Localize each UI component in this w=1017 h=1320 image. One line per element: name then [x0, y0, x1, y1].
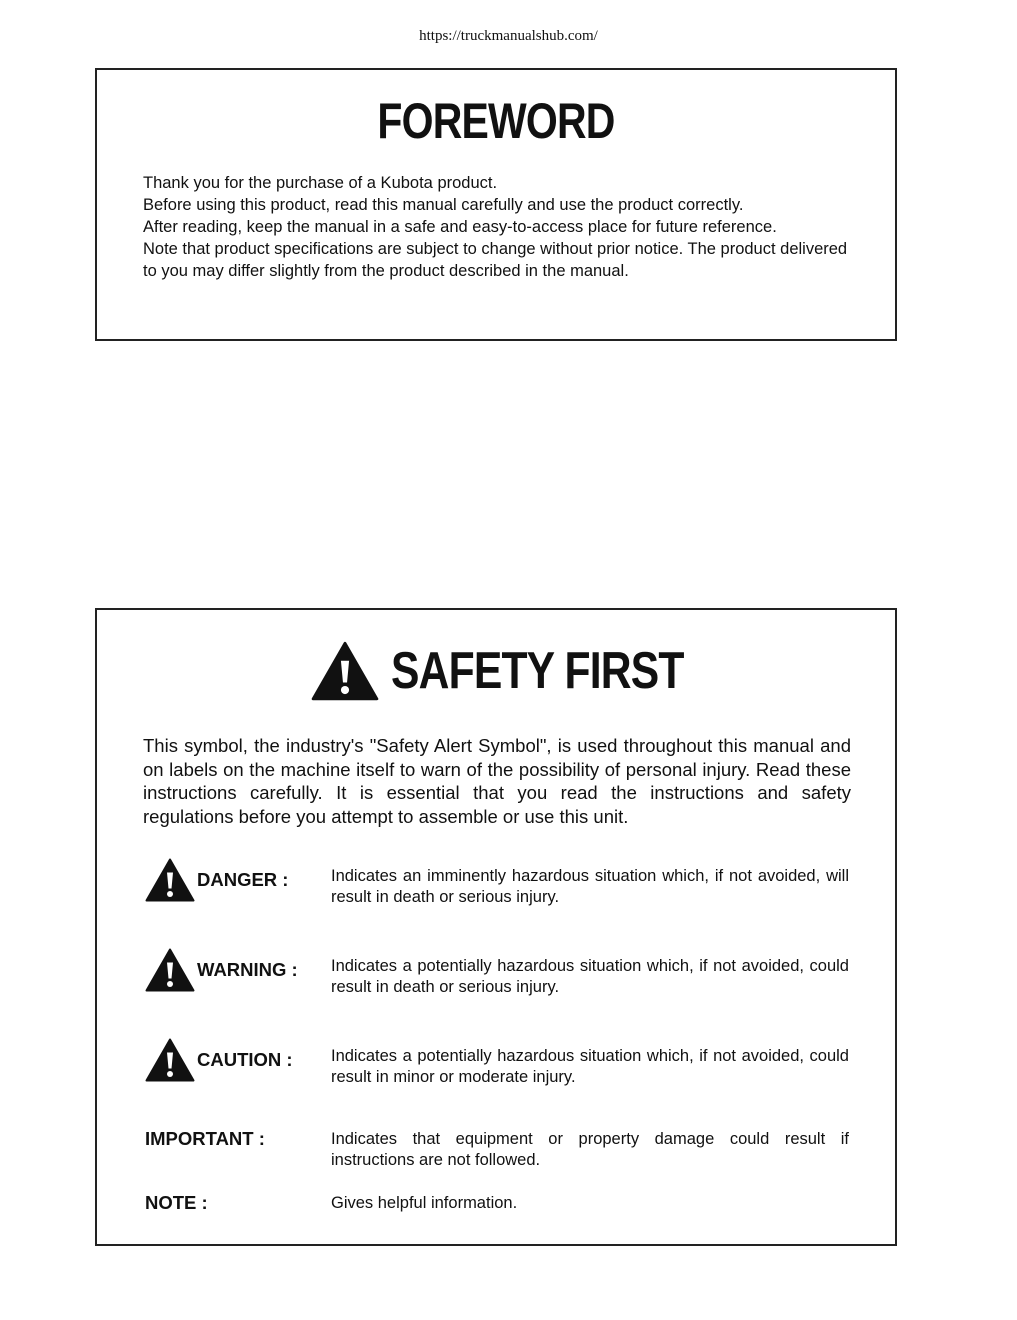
signal-word: NOTE : — [145, 1192, 208, 1213]
signal-description: Indicates an imminently hazardous situation which, if not avoided, will result in death or serious injury. — [331, 867, 849, 906]
signal-label-warning — [145, 947, 298, 993]
signal-word: WARNING : — [197, 959, 298, 980]
foreword-line: Before using this product, read this manual carefully and use the product correctly. — [143, 196, 744, 214]
safety-first-section — [95, 608, 897, 1246]
signal-label-danger — [145, 857, 288, 903]
signal-word: DANGER : — [197, 869, 289, 890]
safety-alert-triangle-icon — [145, 1037, 195, 1083]
foreword-line: Thank you for the purchase of a Kubota product. — [143, 174, 498, 192]
foreword-section — [95, 68, 897, 341]
signal-label-note — [145, 1192, 208, 1214]
foreword-line: Note that product specifications are subject to change without prior notice. The product delivered to you may differ slightly from the product described in the manual. — [143, 240, 848, 280]
signal-description: Indicates a potentially hazardous situation which, if not avoided, could result in minor or moderate injury. — [331, 1047, 849, 1086]
foreword-body — [143, 172, 863, 282]
safety-alert-triangle-icon — [145, 857, 195, 903]
foreword-line: After reading, keep the manual in a safe and easy-to-access place for future reference. — [143, 218, 777, 236]
signal-description: Indicates that equipment or property damage could result if instructions are not followed. — [331, 1130, 849, 1169]
signal-label-caution — [145, 1037, 293, 1083]
signal-word: CAUTION : — [197, 1049, 293, 1070]
foreword-title: FOREWORD — [377, 93, 615, 149]
source-url: https://truckmanualshub.com/ — [419, 28, 598, 44]
signal-word: IMPORTANT : — [145, 1128, 265, 1149]
safety-alert-triangle-icon — [145, 947, 195, 993]
safety-title: SAFETY FIRST — [391, 642, 684, 700]
signal-description: Indicates a potentially hazardous situation which, if not avoided, could result in death or serious injury. — [331, 957, 849, 996]
safety-intro: This symbol, the industry's "Safety Alert Symbol", is used throughout this manual and on labels on the machine itself to warn of the possibility of personal injury. Read these instructions carefully. It is essential that you read the instructions and safety regulations before you attempt to assemble or use this unit. — [143, 735, 851, 827]
signal-label-important — [145, 1128, 265, 1150]
signal-description: Gives helpful information. — [331, 1194, 518, 1212]
safety-title-row — [97, 638, 895, 704]
safety-alert-triangle-icon — [311, 640, 379, 702]
